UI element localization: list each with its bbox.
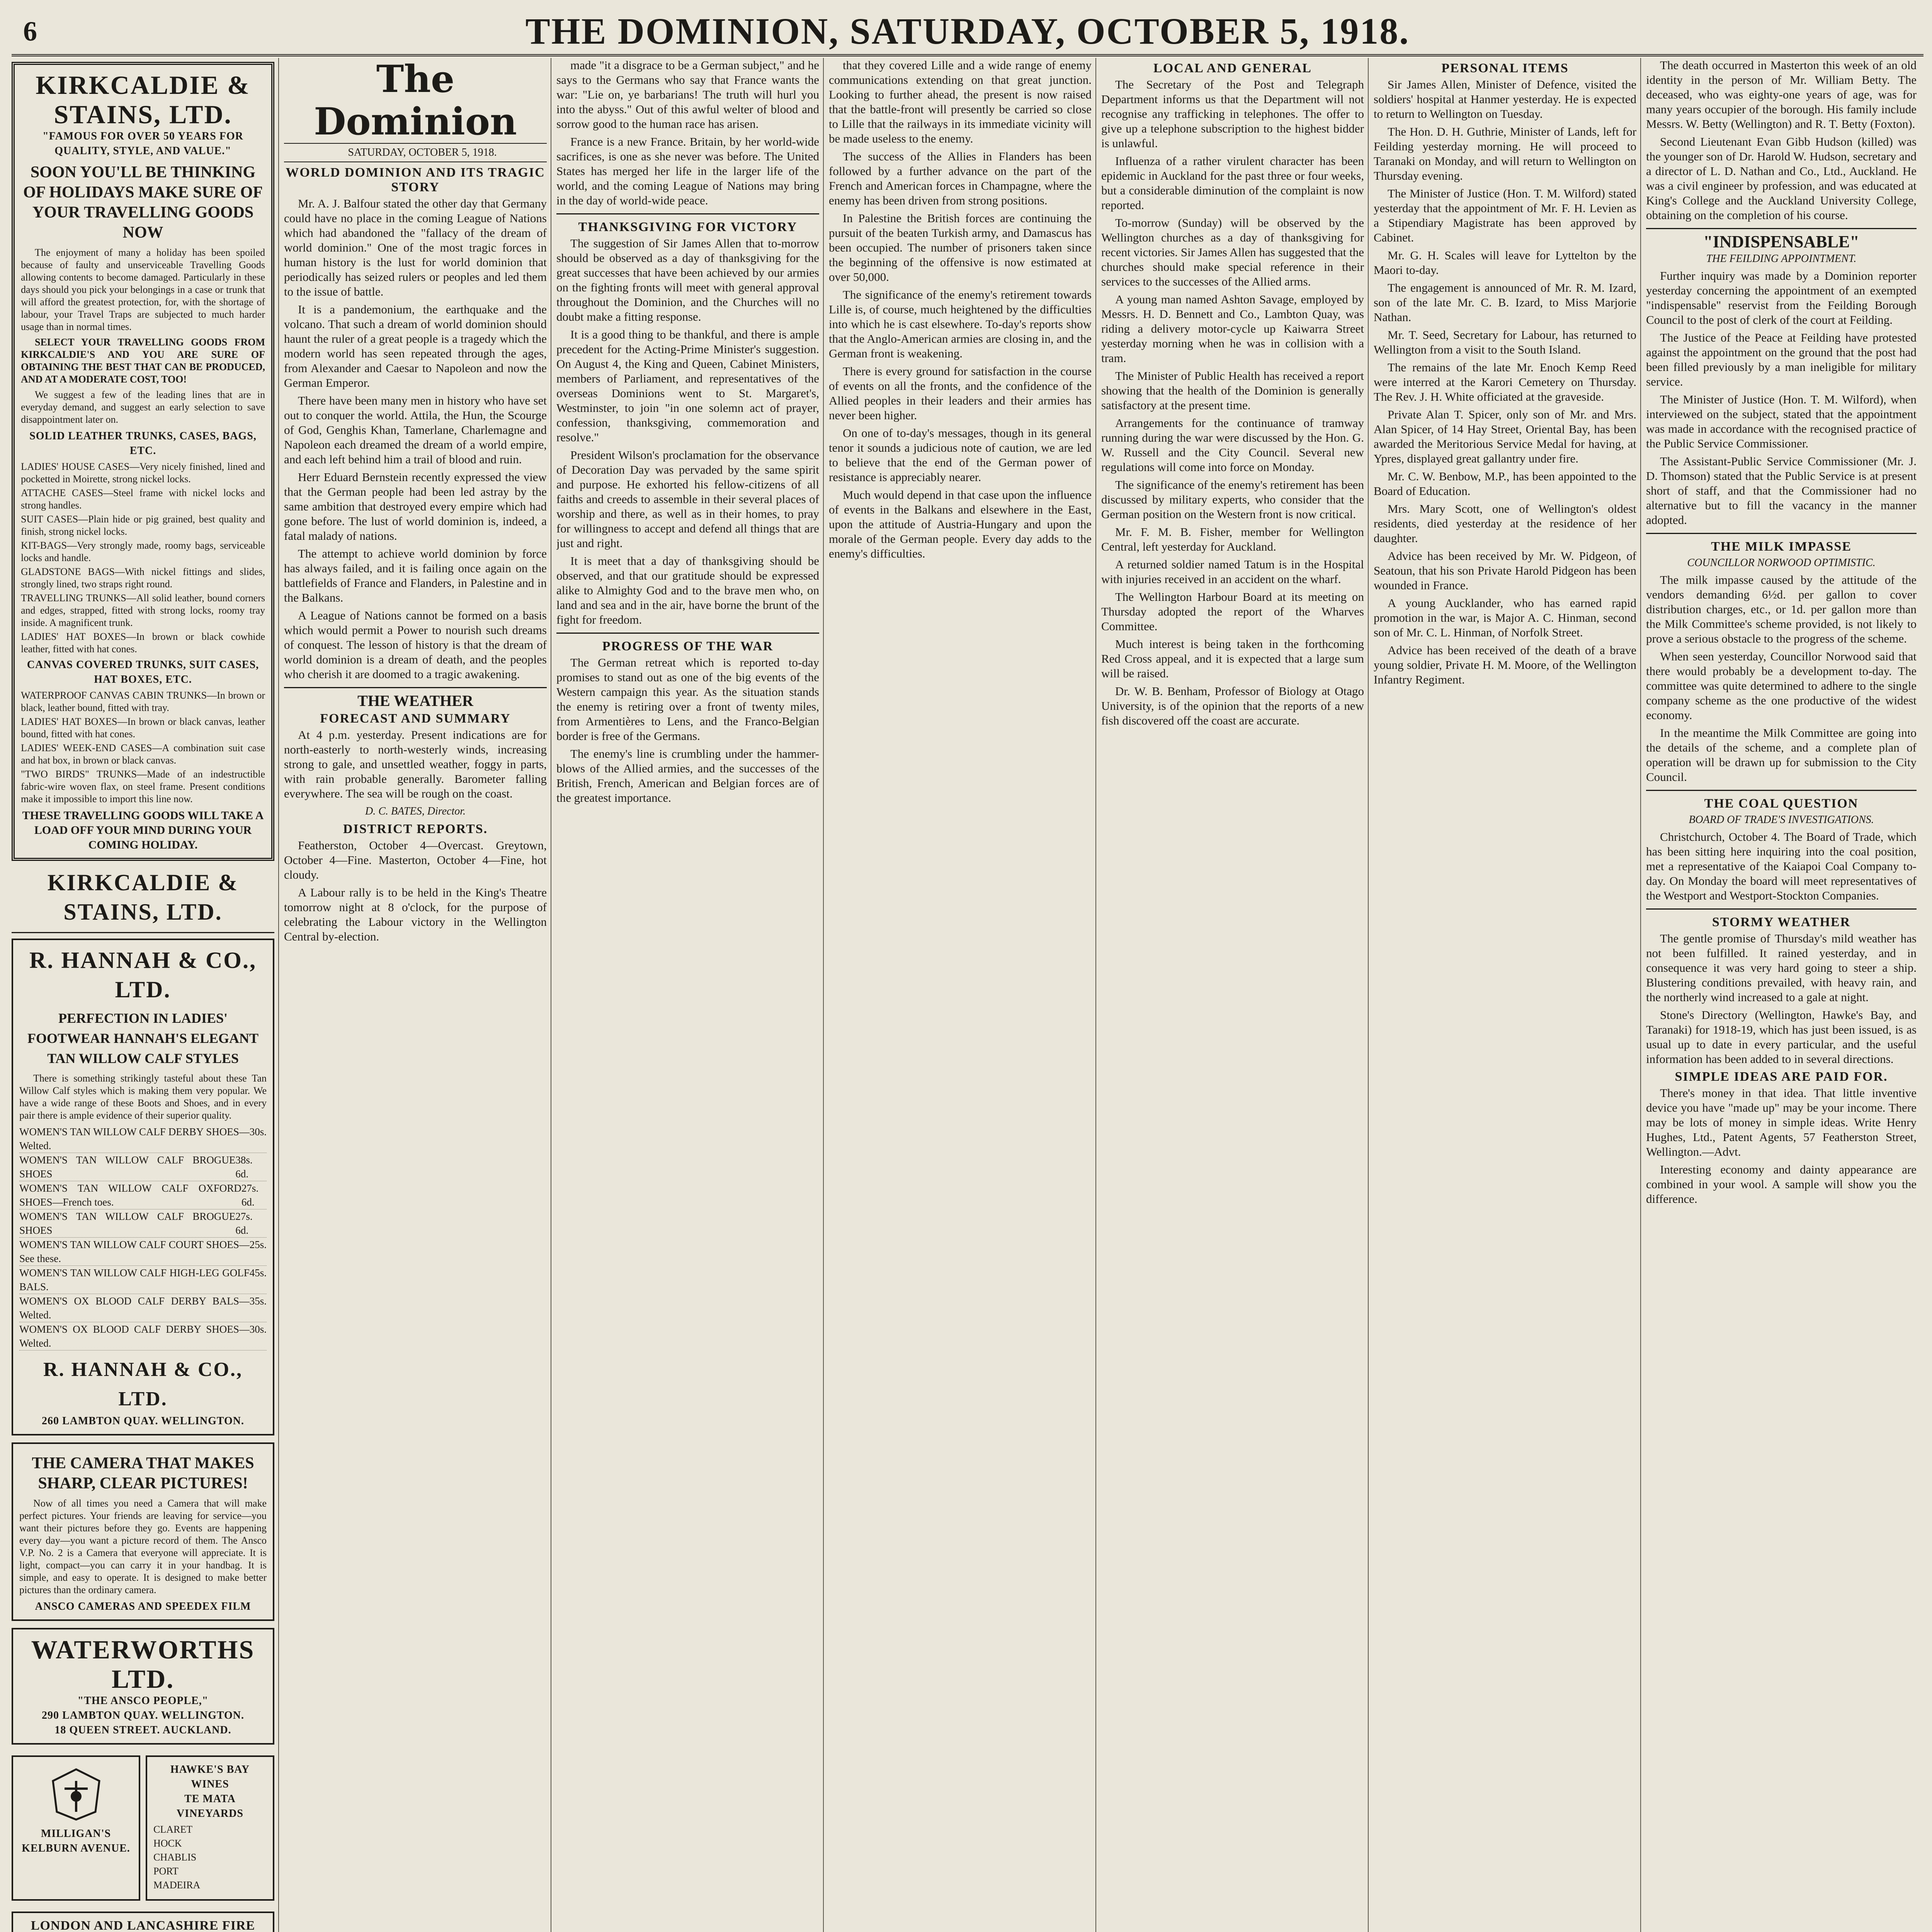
article-paragraph: The Assistant-Public Service Commissioner (Mr. J. D. Thomson) stated that the Public Service is at present short of staff, and that the Commissioner had no alternative but to fill the vacancy in the manner adopted. [1646, 454, 1917, 527]
list-item: "TWO BIRDS" TRUNKS—Made of an indestructible fabric-wire woven flax, on steel frame. Present conditions make it impossible to import this line now. [21, 769, 265, 804]
hawkes-ad-heading: HAWKE'S BAY WINES [170, 1764, 250, 1790]
list-item: MADEIRA [153, 1879, 201, 1891]
article-paragraph: Further inquiry was made by a Dominion reporter yesterday concerning the appointment of an exempted "indispensable" reservist from the Feilding Borough Council to the post of clerk of the court at Feilding. [1646, 269, 1917, 327]
price-row: WOMEN'S OX BLOOD CALF DERBY BALS—Welted. 35s. [19, 1294, 267, 1322]
hannah-ad-slogan: PERFECTION IN LADIES' FOOTWEAR HANNAH'S ELEGANT TAN WILLOW CALF STYLES [27, 1010, 259, 1066]
article-paragraph: Interesting economy and dainty appearance are combined in your wool. A sample will show you the difference. [1646, 1163, 1917, 1206]
kirkcaldie-ad-section-2: CANVAS COVERED TRUNKS, SUIT CASES, HAT BOXES, ETC. [27, 659, 259, 685]
column-personal-items [1374, 58, 1636, 1932]
article-paragraph: Mr. T. Seed, Secretary for Labour, has returned to Wellington from a visit to the South Island. [1374, 328, 1636, 356]
column-news-briefs [1646, 58, 1917, 1932]
kirkcaldie-ad-section: SOLID LEATHER TRUNKS, CASES, BAGS, ETC. [29, 430, 257, 457]
article-paragraph: The Hon. D. H. Guthrie, Minister of Lands, left for Feilding yesterday morning. He will proceed to Taranaki on Monday, and will return to Wellington on Thursday evening. [1374, 125, 1636, 182]
kirkcaldie-ad-intro: The enjoyment of many a holiday has been spoiled because of faulty and unserviceable Travelling Goods allowing contents to become damaged. Particularly in these days should you pick your belongings in a case or trunk that will afford the greatest protection, for, with the shortage of labour, your Travel Traps are subjected to much harder usage than in normal times. [21, 247, 265, 332]
column-advertisements [12, 58, 274, 1932]
coal-question-heading: THE COAL QUESTION [1704, 796, 1859, 811]
article-paragraph: Advice has been received by Mr. W. Pidgeon, of Seatoun, that his son Private Harold Pidgeon has been wounded in France. [1374, 549, 1636, 592]
list-item: LADIES' HAT BOXES—In brown or black cowhide leather, fitted with hat cones. [21, 631, 265, 655]
column-rule [1095, 58, 1096, 1932]
hannah-ad-heading: R. HANNAH & CO., LTD. [29, 947, 257, 1002]
waterworths-ad-address-2: 18 QUEEN STREET. AUCKLAND. [54, 1724, 231, 1736]
hannah-ad-intro: There is something strikingly tasteful about these Tan Willow Calf styles which is making them very popular. We have a wide range of these Boots and Shoes, and in every pair there is ample evidence of their superior quality. [19, 1073, 267, 1121]
article-paragraph: Mrs. Mary Scott, one of Wellington's oldest residents, died yesterday at the residence of her daughter. [1374, 502, 1636, 545]
london-ad-heading: LONDON AND LANCASHIRE FIRE [31, 1918, 255, 1932]
london-lancashire-ad [12, 1912, 274, 1932]
milligan-ad-sub: KELBURN AVENUE. [22, 1842, 130, 1854]
kirkcaldie-ad-items [21, 461, 265, 655]
page-masthead [12, 8, 1923, 56]
weather-heading: THE WEATHER [357, 692, 473, 709]
article-paragraph: The suggestion of Sir James Allen that to-morrow should be observed as a day of thanksgiving for the great successes that have been achieved by our armies on the fighting fronts will meet with general approval throughout the Dominion, and the Churches will no doubt make a fitting response. [556, 236, 819, 323]
waterworths-ad [12, 1628, 274, 1745]
column-rule [1368, 58, 1369, 1932]
waterworths-ad-heading: WATERWORTHS LTD. [31, 1635, 255, 1694]
divider [556, 213, 819, 214]
article-paragraph: France is a new France. Britain, by her world-wide sacrifices, is one as she never was before. The United States has merged her life in the larger life of the world, and the coming League of Nations may bring in the day of world-wide peace. [556, 135, 819, 207]
divider [556, 633, 819, 634]
list-item: SUIT CASES—Plain hide or pig grained, best quality and finish, strong nickel locks. [21, 514, 265, 537]
article-paragraph: The Minister of Public Health has received a report showing that the health of the Dominion is generally satisfactory at the present time. [1101, 369, 1364, 412]
article-paragraph: The Wellington Harbour Board at its meeting on Thursday adopted the report of the Wharves Committee. [1101, 590, 1364, 633]
kirkcaldie-ad-list-intro: We suggest a few of the leading lines that are in everyday demand, and suggest an early selection to save disappointment later on. [21, 389, 265, 425]
article-paragraph: Dr. W. B. Benham, Professor of Biology at Otago University, is of the opinion that the reports of a new fish discovered off the coast are accurate. [1101, 684, 1364, 727]
leader-paragraph: It is a pandemonium, the earthquake and the volcano. That such a dream of world dominion should haunt the ruler of a great people is a tragedy which the modern world has seen repeated through the ages, from Alexander and Caesar to Napoleon and now the German Emperor. [284, 303, 547, 389]
district-reports-heading: DISTRICT REPORTS. [343, 822, 488, 836]
article-paragraph: Influenza of a rather virulent character has been epidemic in Auckland for the past three or four weeks, but a considerable diminution of the complaint is now reported. [1101, 154, 1364, 212]
leader-paragraph: Herr Eduard Bernstein recently expressed the view that the German people had been led astray by the same ambition that destroyed every empire which had gone before. The lust of world dominion is, indeed, a fatal malady of nations. [284, 470, 547, 543]
list-item: LADIES' HOUSE CASES—Very nicely finished, lined and pocketted in Moirette, strong nickel locks. [21, 461, 265, 485]
list-item: HOCK [153, 1838, 182, 1849]
article-paragraph: The Minister of Justice (Hon. T. M. Wilford), when interviewed on the subject, stated that the appointment was made in accordance with the recognised practice of the Public Service Commissioner. [1646, 393, 1917, 450]
list-item: CHABLIS [153, 1852, 197, 1863]
article-paragraph: The Secretary of the Post and Telegraph Department informs us that the Department will not recognise any trafficking in telephones. The offer to give up a telephone subscription to the highest bidder is unlawful. [1101, 78, 1364, 150]
article-paragraph: Second Lieutenant Evan Gibb Hudson (killed) was the younger son of Dr. Harold W. Hudson, secretary and a director of L. D. Nathan and Co., Ltd., Auckland. He was a civil engineer by profession, and was educated at King's College and the Auckland University College, obtaining on the completion of his course. [1646, 135, 1917, 222]
kirkcaldie-ad-slogan: SOON YOU'LL BE THINKING OF HOLIDAYS MAKE SURE OF YOUR TRAVELLING GOODS NOW [23, 163, 263, 242]
thanksgiving-heading: THANKSGIVING FOR VICTORY [578, 220, 798, 234]
newspaper-nameplate: The Dominion [314, 58, 517, 143]
hawkes-bay-wines-ad [146, 1755, 274, 1901]
list-item: WATERPROOF CANVAS CABIN TRUNKS—In brown or black, leather bound, fitted with tray. [21, 690, 265, 713]
indispensable-subheading: THE FEILDING APPOINTMENT. [1706, 253, 1857, 265]
coal-question-subheading: BOARD OF TRADE'S INVESTIGATIONS. [1689, 814, 1874, 826]
kirkcaldie-ad-heading: KIRKCALDIE & STAINS, LTD. [36, 70, 250, 129]
page-title: THE DOMINION, SATURDAY, OCTOBER 5, 1918. [525, 10, 1410, 52]
article-paragraph: To-morrow (Sunday) will be observed by the Wellington churches as a day of thanksgiving for recent victories. Sir James Allen has suggested that the churches should make special reference in their services to the successes of the Allied arms. [1101, 216, 1364, 288]
page-number: 6 [23, 16, 37, 47]
divider [12, 932, 274, 933]
article-paragraph: Arrangements for the continuance of tramway running during the war were discussed by the Hon. G. W. Russell and the City Council. Several new regulations will come into force on Monday. [1101, 416, 1364, 474]
milligan-ad-heading: MILLIGAN'S [41, 1828, 111, 1840]
camera-ad-heading: THE CAMERA THAT MAKES SHARP, CLEAR PICTURES! [32, 1454, 254, 1492]
weather-subheading: FORECAST AND SUMMARY [320, 711, 511, 726]
hawkes-ad-sub: TE MATA VINEYARDS [177, 1793, 243, 1820]
waterworths-ad-address-1: 290 LAMBTON QUAY. WELLINGTON. [41, 1709, 245, 1721]
camera-ad-body: Now of all times you need a Camera that will make perfect pictures. Your friends are leaving for service—you want their pictures before they go. Events are happening every day—you want a picture record of them. The Ansco V.P. No. 2 is a Camera that everyone will appreciate. It is light, compact—you can carry it in your handbag. It is simple, and easy to operate. It is designed to make better pictures than the ordinary camera. [19, 1498, 267, 1595]
waterworths-ad-tagline: "THE ANSCO PEOPLE," [77, 1695, 209, 1707]
wines-and-milligan-ads [12, 1752, 274, 1908]
article-paragraph: The significance of the enemy's retirement towards Lille is, of course, much heightened by the difficulties into which he is cast elsewhere. To-day's reports show that the Anglo-American armies are closing in, and the German front is weakening. [829, 288, 1092, 360]
article-paragraph: that they covered Lille and a wide range of enemy communications extending on that great junction. Looking to further ahead, the present is now raised that the battle-front will presently be carried so close to Lille that the railways in its immediate vicinity will be made useless to the enemy. [829, 58, 1092, 145]
article-paragraph: When seen yesterday, Councillor Norwood said that there would probably be a development to-day. The committee was quite determined to adhere to the single company scheme as the one productive of the widest economy. [1646, 650, 1917, 722]
article-paragraph: The significance of the enemy's retirement has been discussed by military experts, who consider that the German position on the Western front is now critical. [1101, 478, 1364, 521]
article-paragraph: Mr. G. H. Scales will leave for Lyttelton by the Maori to-day. [1374, 248, 1636, 277]
price-row: WOMEN'S TAN WILLOW CALF DERBY SHOES—Welted. 30s. [19, 1125, 267, 1153]
article-paragraph: The German retreat which is reported to-day promises to stand out as one of the big events of the Western campaign this year. As the situation stands the enemy is retiring over a front of twenty miles, from Armentières to Lens, and the Franco-Belgian border is free of the Germans. [556, 656, 819, 743]
price-row: WOMEN'S TAN WILLOW CALF COURT SHOES—See these. 25s. [19, 1238, 267, 1266]
article-paragraph: The engagement is announced of Mr. R. M. Izard, son of the late Mr. C. B. Izard, to Miss Marjorie Nathan. [1374, 281, 1636, 324]
article-paragraph: It is a good thing to be thankful, and there is ample precedent for the Acting-Prime Minister's suggestion. On August 4, the King and Queen, Cabinet Ministers, members of Parliament, and representatives of the overseas Dominions went to St. Margaret's, Westminster, to join "in one solemn act of prayer, confession, thanksgiving, commemoration and resolve." [556, 328, 819, 444]
column-rule [823, 58, 824, 1932]
indispensable-heading: "INDISPENSABLE" [1703, 232, 1859, 251]
article-paragraph: Mr. F. M. B. Fisher, member for Wellington Central, left yesterday for Auckland. [1101, 525, 1364, 553]
article-paragraph: The death occurred in Masterton this week of an old identity in the person of Mr. William Betty. The deceased, who was eighty-one years of age, was for many years occupier of the borough. His family include Messrs. W. Betty (Wellington) and R. T. Betty (Foxton). [1646, 58, 1917, 131]
column-local-general [1101, 58, 1364, 1932]
column-war-progress [829, 58, 1092, 1932]
editorial-dateline: SATURDAY, OCTOBER 5, 1918. [284, 143, 547, 162]
milligan-ad [12, 1755, 140, 1901]
kirkcaldie-ad-items-2 [21, 689, 265, 805]
leader-title: WORLD DOMINION AND ITS TRAGIC STORY [286, 165, 545, 194]
list-item: ATTACHE CASES—Steel frame with nickel locks and strong handles. [21, 487, 265, 511]
camera-ad-footer: ANSCO CAMERAS AND SPEEDEX FILM [35, 1600, 251, 1612]
weather-body: At 4 p.m. yesterday. Present indications are for north-easterly to north-westerly winds, increasing strong to gale, and unsettled weather, foggy in parts, with rain probable generally. Barometer falling everywhere. The sea will be rough on the coast. [284, 728, 547, 800]
kirkcaldie-ad-tagline: "FAMOUS FOR OVER 50 YEARS FOR QUALITY, STYLE, AND VALUE." [43, 130, 243, 157]
milk-impasse-subheading: COUNCILLOR NORWOOD OPTIMISTIC. [1687, 557, 1876, 569]
article-paragraph: Mr. C. W. Benbow, M.P., has been appointed to the Board of Education. [1374, 469, 1636, 498]
leader-paragraph: The attempt to achieve world dominion by force has always failed, and it is failing once again on the battlefields of France and Flanders, in Palestine and in the Balkans. [284, 547, 547, 604]
article-paragraph: The enemy's line is crumbling under the hammer-blows of the Allied armies, and the successes of the British, French, American and Belgian forces are of the greatest importance. [556, 747, 819, 804]
article-paragraph: Much interest is being taken in the forthcoming Red Cross appeal, and it is expected that a large sum will be raised. [1101, 637, 1364, 680]
price-row: WOMEN'S TAN WILLOW CALF BROGUE SHOES 38s. 6d. [19, 1153, 267, 1181]
article-paragraph: made "it a disgrace to be a German subject," and he says to the Germans who say that France wants the war: "Lie on, ye barbarians! The truth will hurl you into the abyss." Out of this awful welter of blood and sorrow good to the human race has arisen. [556, 58, 819, 131]
price-row: WOMEN'S TAN WILLOW CALF HIGH-LEG GOLF BALS. 45s. [19, 1266, 267, 1294]
column-thanksgiving [556, 58, 819, 1932]
article-paragraph: In the meantime the Milk Committee are going into the details of the scheme, and a complete plan of operation will be drawn up for submission to the City Council. [1646, 726, 1917, 784]
list-item: PORT [153, 1866, 179, 1877]
article-paragraph: The Justice of the Peace at Feilding have protested against the appointment on the ground that the post had been filled previously by a man ineligible for military service. [1646, 331, 1917, 388]
milk-impasse-heading: THE MILK IMPASSE [1711, 539, 1852, 554]
hannah-ad-signoff: R. HANNAH & CO., LTD. [43, 1359, 243, 1410]
kirkcaldie-ad-footer: THESE TRAVELLING GOODS WILL TAKE A LOAD OFF YOUR MIND DURING YOUR COMING HOLIDAY. [22, 809, 264, 851]
article-paragraph: A young Aucklander, who has earned rapid promotion in the war, is Major A. C. Hinman, second son of Mr. C. L. Hinman, of Norfolk Street. [1374, 596, 1636, 639]
list-item: TRAVELLING TRUNKS—All solid leather, bound corners and edges, strapped, fitted with strong locks, roomy tray inside. A magnificent trunk. [21, 592, 265, 628]
article-paragraph: The remains of the late Mr. Enoch Kemp Reed were interred at the Karori Cemetery on Thursday. The Rev. J. H. White officiated at the graveside. [1374, 361, 1636, 403]
divider [284, 687, 547, 688]
article-paragraph: It is meet that a day of thanksgiving should be observed, and that our gratitude should be expressed alike to Almighty God and to the brave men who, on land and sea and in the air, have borne the brunt of the fight for freedom. [556, 554, 819, 626]
royal-crest-icon [41, 1765, 111, 1823]
article-paragraph: A young man named Ashton Savage, employed by Messrs. H. D. Bennett and Co., Lambton Quay, was riding a delivery motor-cycle up Kaiwarra Street yesterday morning when he was in collision with a tram. [1101, 293, 1364, 365]
personal-items-heading: PERSONAL ITEMS [1441, 61, 1569, 75]
price-row: WOMEN'S TAN WILLOW CALF BROGUE SHOES 27s. 6d. [19, 1209, 267, 1238]
article-paragraph: There's money in that idea. That little inventive device you have "made up" may be your income. There may be lots of money in simple ideas. Write Henry Hughes, Ltd., Patent Agents, 57 Featherston Street, Wellington.—Advt. [1646, 1086, 1917, 1158]
kirkcaldie-signoff: KIRKCALDIE & STAINS, LTD. [47, 870, 239, 925]
list-item: GLADSTONE BAGS—With nickel fittings and slides, strongly lined, two straps right round. [21, 566, 265, 590]
progress-heading: PROGRESS OF THE WAR [602, 639, 774, 653]
article-paragraph: The milk impasse caused by the attitude of the vendors demanding 6½d. per gallon to cover distribution charges, etc., or 1d. per gallon more than the Milk Committee's scheme provided, is not likely to prove a serious obstacle to the progress of the scheme. [1646, 573, 1917, 645]
leader-paragraph: Mr. A. J. Balfour stated the other day that Germany could have no place in the coming League of Nations which had abandoned the "fallacy of the dream of world dominion." One of the most tragic forces in human history is the lust for world dominion that periodically has seized rulers or peoples and led them to the issue of battle. [284, 197, 547, 298]
kirkcaldie-ad-select: SELECT YOUR TRAVELLING GOODS FROM KIRKCALDIE'S AND YOU ARE SURE OF OBTAINING THE BEST THAT CAN BE PRODUCED, AND AT A MODERATE COST, TOO! [21, 337, 265, 385]
hannah-ad-address: 260 LAMBTON QUAY. WELLINGTON. [41, 1415, 245, 1427]
divider [1646, 228, 1917, 229]
article-paragraph: Christchurch, October 4. The Board of Trade, which has been sitting here inquiring into the coal position, met a representative of the Kaiapoi Coal Company to-day. On Monday the board will meet representatives of the Westport and Westport-Stockton Companies. [1646, 830, 1917, 902]
camera-ad [12, 1442, 274, 1621]
article-paragraph: A returned soldier named Tatum is in the Hospital with injuries received in an accident on the wharf. [1101, 558, 1364, 586]
article-paragraph: Private Alan T. Spicer, only son of Mr. and Mrs. Alan Spicer, of 14 Hay Street, Oriental Bay, has been awarded the Meritorious Service Medal for having, at Ypres, displayed great gallantry under fire. [1374, 408, 1636, 465]
column-rule [278, 58, 279, 1932]
divider [1646, 908, 1917, 910]
list-item: CLARET [153, 1824, 193, 1835]
stormy-weather-heading: STORMY WEATHER [1712, 915, 1851, 929]
column-rule [1640, 58, 1641, 1932]
local-general-heading: LOCAL AND GENERAL [1153, 61, 1312, 75]
article-paragraph: Stone's Directory (Wellington, Hawke's Bay, and Taranaki) for 1918-19, which has just been issued, is as usual up to date in every particular, and the useful information has been added to in several directions. [1646, 1008, 1917, 1066]
list-item: LADIES' HAT BOXES—In brown or black canvas, leather bound, fitted with hat cones. [21, 716, 265, 740]
list-item: LADIES' WEEK-END CASES—A combination suit case and hat box, in brown or black canvas. [21, 742, 265, 766]
column-leader [284, 58, 547, 1932]
district-reports-body: Featherston, October 4—Overcast. Greytown, October 4—Fine. Masterton, October 4—Fine, hot cloudy. [284, 838, 547, 881]
article-paragraph: Advice has been received of the death of a brave young soldier, Private H. M. Moore, of the Wellington Infantry Regiment. [1374, 643, 1636, 686]
article-paragraph: Sir James Allen, Minister of Defence, visited the soldiers' hospital at Hanmer yesterday. He is expected to return to Wellington on Tuesday. [1374, 78, 1636, 121]
simple-ideas-heading: SIMPLE IDEAS ARE PAID FOR. [1675, 1070, 1888, 1084]
article-paragraph: There is every ground for satisfaction in the course of events on all the fronts, and the confidence of the Allied peoples in their leaders and their armies has never been higher. [829, 364, 1092, 422]
price-row: WOMEN'S TAN WILLOW CALF OXFORD SHOES—French toes. 27s. 6d. [19, 1181, 267, 1209]
leader-paragraph: A League of Nations cannot be formed on a basis which would permit a Power to nourish such dreams of conquest. The lesson of history is that the dream of world dominion is a dream of death, and the peoples who cherish it are doomed to a tragic awakening. [284, 609, 547, 681]
article-paragraph: Much would depend in that case upon the influence of events in the Balkans and elsewhere in the East, upon the attitude of Austria-Hungary and upon the morale of the German people. Every day adds to the enemy's difficulties. [829, 488, 1092, 560]
article-paragraph: In Palestine the British forces are continuing the pursuit of the beaten Turkish army, and Damascus has been occupied. The number of prisoners taken since the beginning of the offensive is now estimated at over 50,000. [829, 211, 1092, 284]
weather-signature: D. C. BATES, Director. [365, 805, 466, 817]
hawkes-wine-list [153, 1823, 267, 1891]
leader-paragraph: There have been many men in history who have set out to conquer the world. Attila, the Hun, the Scourge of God, Genghis Khan, Tamerlane, Charlemagne and Napoleon each dreamed the dream of a world empire, and each left behind him a trail of blood and ruin. [284, 394, 547, 466]
divider [1646, 790, 1917, 791]
divider [1646, 533, 1917, 534]
hannah-ad [12, 939, 274, 1435]
article-paragraph: President Wilson's proclamation for the observance of Decoration Day was pervaded by the same spirit and purpose. He exhorted his fellow-citizens of all faiths and creeds to assemble in their several places of worship and there, as well as in their homes, to pray for willingness to accept and defend all things that are just and right. [556, 448, 819, 550]
hannah-price-list [19, 1125, 267, 1350]
article-paragraph: On one of to-day's messages, though in its general tenor it sounds a judicious note of caution, we are led to believe that the end of the German power of resistance is appreciably nearer. [829, 426, 1092, 484]
article-paragraph: The gentle promise of Thursday's mild weather has not been fulfilled. It rained yesterday, and in consequence it was very hard going to steer a ship. Blustering conditions prevailed, with heavy rain, and the northerly wind increased to a gale at night. [1646, 932, 1917, 1004]
kirkcaldie-ad [12, 62, 274, 861]
labour-rally-paragraph: A Labour rally is to be held in the King's Theatre tomorrow night at 8 o'clock, for the purpose of celebrating the Labour victory in the Wellington Central by-election. [284, 886, 547, 943]
article-paragraph: The Minister of Justice (Hon. T. M. Wilford) stated yesterday that the appointment of Mr. F. H. Levien as a Stipendiary Magistrate has been approved by Cabinet. [1374, 187, 1636, 244]
list-item: KIT-BAGS—Very strongly made, roomy bags, serviceable locks and handle. [21, 540, 265, 563]
price-row: WOMEN'S OX BLOOD CALF DERBY SHOES—Welted. 30s. [19, 1322, 267, 1350]
article-paragraph: The success of the Allies in Flanders has been followed by a further advance on the part of the French and American forces in Champagne, where the enemy has been driven from strong positions. [829, 150, 1092, 207]
